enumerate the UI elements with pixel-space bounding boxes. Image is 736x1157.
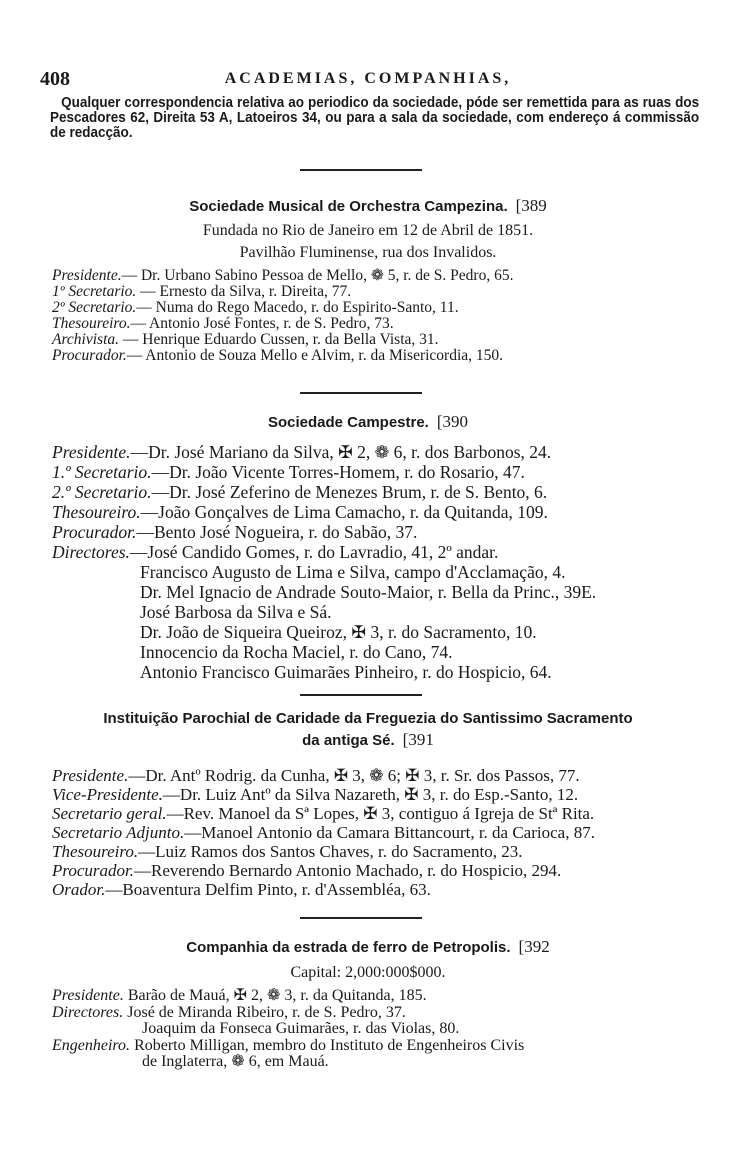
officer-entry — [52, 1005, 712, 1022]
officer-details: Joaquim da Fonseca Guimarães, r. das Violas, 80. — [142, 1020, 460, 1038]
officer-details: Innocencio da Rocha Maciel, r. do Cano, 74. — [140, 642, 453, 662]
intro-paragraph: Qualquer correspondencia relativa ao periodico da sociedade, póde ser remettida para as ruas dos Pescadores 62, Direita 53 A, Latoeiros 34, ou para a sala da sociedade, com endereço á commissão de redacção. — [50, 95, 700, 141]
officer-details: —Luiz Ramos dos Santos Chaves, r. do Sacramento, 23. — [138, 842, 523, 861]
officer-details: José de Miranda Ribeiro, r. de S. Pedro, 37. — [123, 1003, 406, 1021]
officer-details: Roberto Milligan, membro do Instituto de Engenheiros Civis — [130, 1036, 525, 1054]
officer-details: Dr. Mel Ignacio de Andrade Souto-Maior, r. Bella da Princ., 39E. — [140, 582, 597, 602]
section-divider — [300, 694, 422, 696]
officer-role: Secretario Adjunto. — [52, 823, 185, 842]
section-title — [0, 710, 736, 727]
officer-role: 1.º Secretario. — [52, 462, 152, 482]
officer-entry — [52, 542, 712, 562]
officer-entry — [52, 842, 712, 861]
officer-details: —Dr. José Mariano da Silva, ✠ 2, ❁ 6, r. dos Barbonos, 24. — [130, 442, 552, 462]
section-divider — [300, 392, 422, 394]
officer-list — [52, 766, 712, 899]
section-number: [391 — [402, 730, 434, 749]
officer-role: Directores. — [52, 1003, 124, 1021]
officer-list — [52, 268, 712, 364]
officer-entry — [52, 823, 712, 842]
officer-details: de Inglaterra, ❁ 6, em Mauá. — [142, 1053, 329, 1071]
section-subtitle: Pavilhão Fluminense, rua dos Invalidos. — [239, 244, 497, 261]
section-title — [0, 937, 736, 957]
officer-details: Barão de Mauá, ✠ 2, ❁ 3, r. da Quitanda, 185. — [123, 987, 427, 1004]
officer-details: —Dr. Antº Rodrig. da Cunha, ✠ 3, ❁ 6; ✠ 3, r. Sr. dos Passos, 77. — [128, 766, 580, 785]
officer-entry — [52, 1054, 712, 1071]
officer-details: —Rev. Manoel da Sª Lopes, ✠ 3, contiguo á Igreja de Stª Rita. — [166, 804, 595, 823]
officer-entry — [52, 268, 712, 284]
officer-role: Presidente. — [52, 987, 124, 1004]
page-number: 408 — [40, 68, 70, 90]
officer-role: Thesoureiro. — [52, 502, 141, 522]
section-subtitle: Fundada no Rio de Janeiro em 12 de Abril de 1851. — [202, 222, 534, 239]
officer-list — [52, 988, 712, 1071]
officer-role: 2.º Secretario. — [52, 482, 152, 502]
officer-details: —Manoel Antonio da Camara Bittancourt, r. da Carioca, 87. — [184, 823, 595, 842]
officer-role: Presidente. — [52, 442, 131, 462]
officer-details: Dr. João de Siqueira Queiroz, ✠ 3, r. do Sacramento, 10. — [140, 622, 537, 642]
officer-role: Vice-Presidente. — [52, 785, 163, 804]
running-head: ACADEMIAS, COMPANHIAS, — [224, 70, 512, 87]
officer-role: Presidente. — [52, 766, 129, 785]
officer-entry — [52, 766, 712, 785]
officer-details: — Henrique Eduardo Cussen, r. da Bella Vista, 31. — [119, 331, 439, 348]
officer-details: —Dr. Luiz Antº da Silva Nazareth, ✠ 3, r. do Esp.-Santo, 12. — [162, 785, 579, 804]
officer-entry — [52, 1038, 712, 1055]
officer-role: 2º Secretario. — [52, 299, 137, 316]
officer-details: —Boaventura Delfim Pinto, r. d'Assembléa, 63. — [105, 880, 431, 899]
section-number: [392 — [518, 937, 550, 956]
officer-role: Presidente. — [52, 267, 122, 284]
officer-details: — Ernesto da Silva, r. Direita, 77. — [136, 283, 352, 300]
officer-details: —José Candido Gomes, r. do Lavradio, 41, 2º andar. — [129, 542, 499, 562]
officer-role: Thesoureiro. — [52, 315, 131, 332]
section-title-text: da antiga Sé. — [302, 732, 395, 749]
section-subtitle: Capital: 2,000:000$000. — [290, 964, 446, 981]
officer-entry — [52, 442, 712, 462]
section-title-text: Companhia da estrada de ferro de Petropolis. — [186, 939, 511, 956]
officer-role: Archivista. — [52, 331, 120, 348]
officer-entry — [52, 284, 712, 300]
section-title-text: Sociedade Musical de Orchestra Campezina. — [189, 198, 508, 215]
officer-details: —Bento José Nogueira, r. do Sabão, 37. — [136, 522, 418, 542]
officer-details: — Antonio de Souza Mello e Alvim, r. da Misericordia, 150. — [126, 347, 504, 364]
officer-entry — [52, 332, 712, 348]
officer-entry — [52, 622, 712, 642]
officer-entry — [52, 880, 712, 899]
officer-role: Directores. — [52, 542, 130, 562]
officer-entry — [52, 662, 712, 682]
officer-role: 1º Secretario. — [52, 283, 137, 300]
officer-entry — [52, 300, 712, 316]
officer-details: —Dr. João Vicente Torres-Homem, r. do Rosario, 47. — [151, 462, 525, 482]
officer-entry — [52, 804, 712, 823]
officer-role: Procurador. — [52, 522, 137, 542]
officer-details: —João Gonçalves de Lima Camacho, r. da Quitanda, 109. — [140, 502, 548, 522]
section-divider — [300, 917, 422, 919]
officer-role: Engenheiro. — [52, 1036, 131, 1054]
section-title-continued — [0, 730, 736, 750]
officer-role: Procurador. — [52, 347, 127, 364]
officer-entry — [52, 988, 712, 1005]
officer-entry — [52, 462, 712, 482]
officer-details: José Barbosa da Silva e Sá. — [140, 602, 332, 622]
officer-list — [52, 442, 712, 682]
officer-role: Secretario geral. — [52, 804, 167, 823]
officer-entry — [52, 642, 712, 662]
section-title — [0, 412, 736, 432]
officer-role: Orador. — [52, 880, 106, 899]
officer-entry — [52, 785, 712, 804]
section-number: [389 — [515, 196, 547, 215]
officer-details: —Reverendo Bernardo Antonio Machado, r. do Hospicio, 294. — [134, 861, 562, 880]
officer-details: —Dr. José Zeferino de Menezes Brum, r. de S. Bento, 6. — [151, 482, 548, 502]
officer-entry — [52, 582, 712, 602]
officer-entry — [52, 1021, 712, 1038]
officer-details: Antonio Francisco Guimarães Pinheiro, r. do Hospicio, 64. — [140, 662, 552, 682]
officer-entry — [52, 861, 712, 880]
officer-details: — Antonio José Fontes, r. de S. Pedro, 73. — [130, 315, 394, 332]
section-title-text: Sociedade Campestre. — [267, 414, 429, 431]
officer-details: — Dr. Urbano Sabino Pessoa de Mello, ❁ 5, r. de S. Pedro, 65. — [121, 267, 514, 284]
section-title — [0, 196, 736, 216]
officer-details: — Numa do Rego Macedo, r. do Espirito-Santo, 11. — [136, 299, 459, 316]
officer-entry — [52, 502, 712, 522]
officer-entry — [52, 522, 712, 542]
officer-entry — [52, 602, 712, 622]
officer-role: Thesoureiro. — [52, 842, 139, 861]
officer-details: Francisco Augusto de Lima e Silva, campo d'Acclamação, 4. — [140, 562, 566, 582]
officer-entry — [52, 316, 712, 332]
officer-entry — [52, 482, 712, 502]
officer-entry — [52, 562, 712, 582]
section-title-text: Instituição Parochial de Caridade da Freguezia do Santissimo Sacramento — [103, 710, 633, 727]
section-number: [390 — [436, 412, 469, 431]
officer-role: Procurador. — [52, 861, 135, 880]
section-divider — [300, 169, 422, 171]
officer-entry — [52, 348, 712, 364]
